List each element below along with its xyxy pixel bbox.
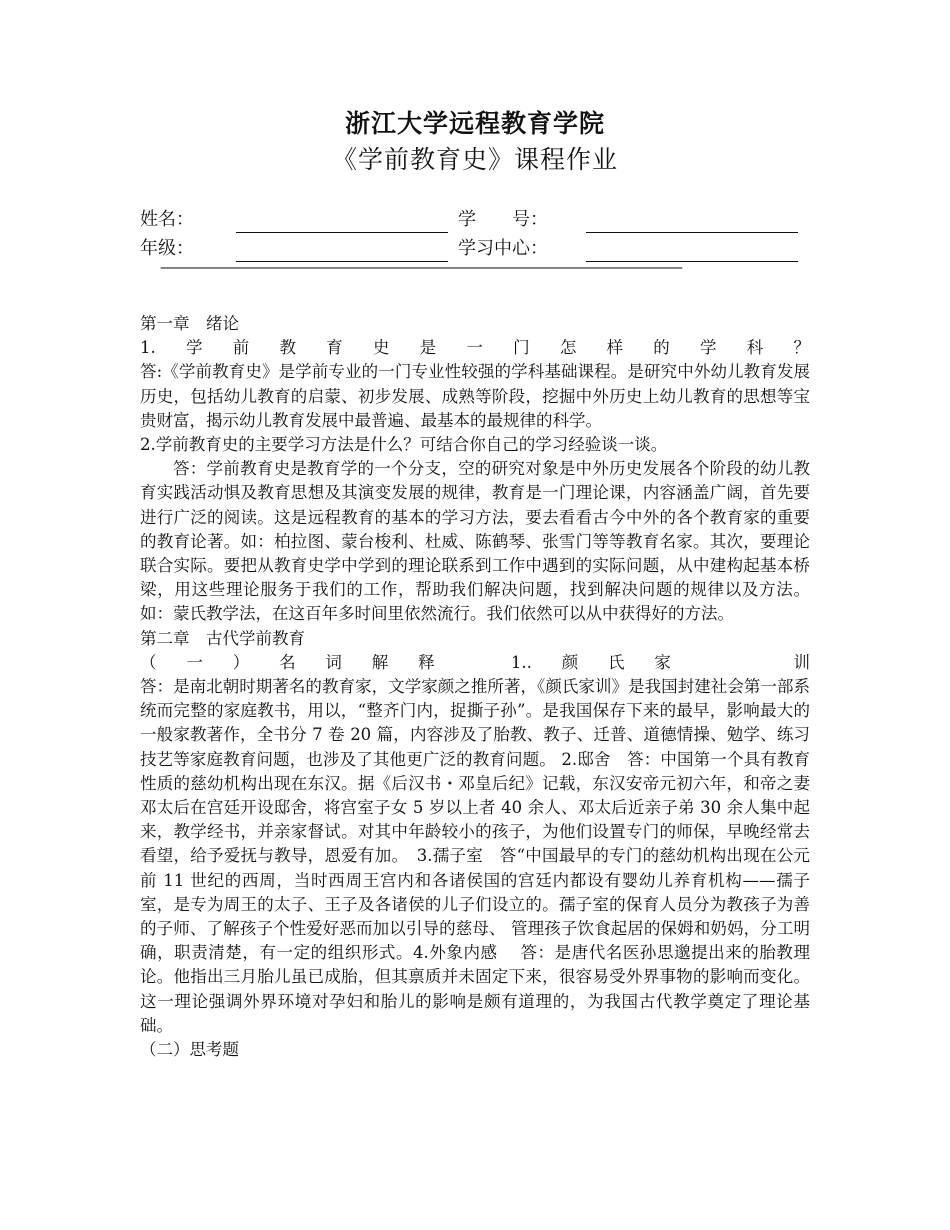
grade-label: 年级： [140, 238, 194, 259]
terms-answers: 答：是南北朝时期著名的教育家，文学家颜之推所著，《颜氏家训》是我国封建社会第一部系统而完整的家庭教书，用以，“整齐门内，捉撕子孙”。是我国保存下来的最早，影响最大的一般家教著作，全书分 7 卷 20 篇，内容涉及了胎教、教子、迁普、道德情操、勉学、练习技艺等家庭教育问题，也涉及了其他更广泛的教育问题。 2.邸舍 答：中国第一个具有教育性质的慈幼机构出现在东汉。据《后汉书・邓皇后纪》记载，东汉安帝元初六年，和帝之妻邓太后在宫廷开设邸舍，将宫室子女 5 岁以上者 40 余人、邓太后近亲子弟 30 余人集中起来，教学经书，并亲家督试。对其中年龄较小的孩子，为他们设置专门的师保，早晚经常去看望，给予爱抚与教导，恩爱有加。 3.孺子室 答“中国最早的专门的慈幼机构出现在公元前 11 世纪的西周，当时西周王宫内和各诸侯国的宫廷内都设有婴幼儿养育机构——孺子室，是专为周王的太子、王子及各诸侯的儿子们设立的。孺子室的保育人员分为教孩子为善的子师、了解孩子个性爱好恶而加以引导的慈母、 管理孩子饮食起居的保姆和奶妈，分工明确，职责清楚，有一定的组织形式。4.外象内感 答：是唐代名医孙思邈提出来的胎教理论。他指出三月胎儿虽已成胎，但其禀质并未固定下来，很容易受外界事物的影响而变化。这一理论强调外界环境对孕妇和胎儿的影响是颇有道理的，为我国古代教学奠定了理论基础。 [140, 677, 810, 1035]
answer-1: 答:《学前教育史》是学前专业的一门专业性较强的学科基础课程。是研究中外幼儿教育发展历史，包括幼儿教育的启蒙、初步发展、成熟等阶段，挖掘中外历史上幼儿教育的思想等宝贵财富，揭示幼儿教育发展中最普遍、最基本的最规律的科学。 [140, 362, 810, 430]
name-blank[interactable] [236, 232, 448, 233]
answer-2: 答：学前教育史是教育学的一个分支，空的研究对象是中外历史发展各个阶段的幼儿教育实践活动惧及教育思想及其演变发展的规律，教育是一门理论课，内容涵盖广阔，首先要进行广泛的阅读。这是远程教育的基本的学习方法，要去看看古今中外的各个教育家的重要的教育论著。如：柏拉图、蒙台梭利、杜威、陈鹤琴、张雪门等等教育名家。其次，要理论联合实际。要把从教育史学中学到的理论联系到工作中遇到的实际问题，从中建构起基本桥梁，用这些理论服务于我们的工作，帮助我们解决问题，找到解决问题的规律以及方法。如：蒙氏教学法，在这百年多时间里依然流行。我们依然可以从中获得好的方法。 [140, 459, 810, 624]
student-id-label: 学 号： [458, 209, 548, 230]
section-terms-heading: （一）名词解释 1..颜氏家 训 [140, 652, 810, 672]
chapter-1-title: 第一章 绪论 [140, 314, 239, 333]
institution-title: 浙江大学远程教育学院 [344, 109, 605, 138]
course-title: 《学前教育史》课程作业 [331, 145, 618, 174]
name-label: 姓名： [140, 209, 194, 230]
section-questions-heading: （二）思考题 [140, 1040, 239, 1060]
question-1: 1.学前教育史是一门怎样的学科？ [140, 338, 810, 358]
separator-rule: ———————————————————————————————————————— [160, 258, 680, 276]
document-body [140, 312, 810, 1062]
question-2: 2.学前教育史的主要学习方法是什么？可结合你自己的学习经验谈一谈。 [140, 435, 668, 455]
chapter-2-title: 第二章 古代学前教育 [140, 628, 305, 648]
learning-center-label: 学习中心： [458, 238, 548, 259]
student-id-blank[interactable] [586, 232, 798, 233]
